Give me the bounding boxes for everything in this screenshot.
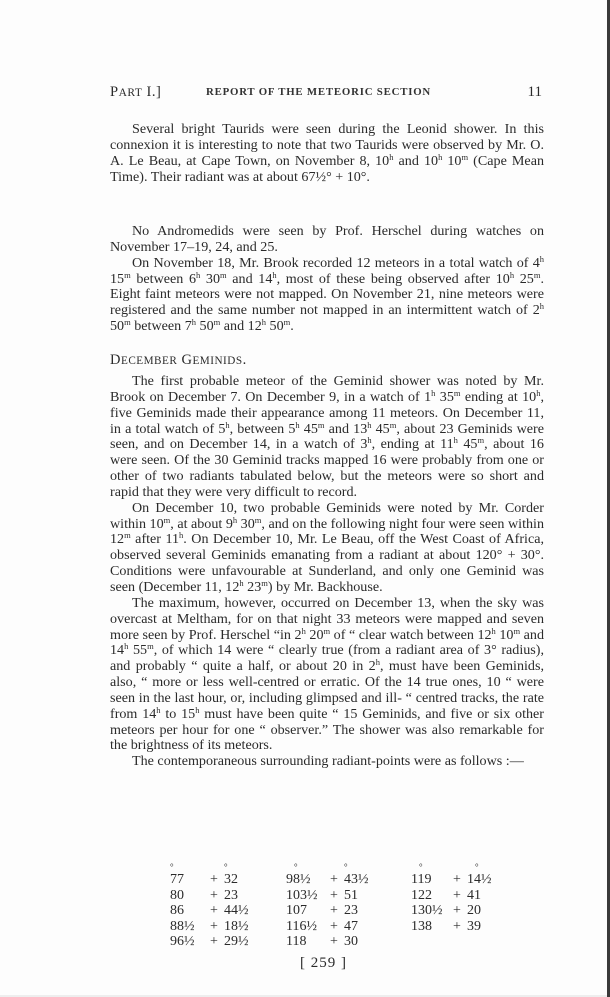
paragraph-andromedids: No Andromedids were seen by Prof. Herschel during watches on November 17–19, 24, and 25. On November 18, Mr. Brook recorded 12 meteors in a total watch of 4$^h$ 15$^m$ between 6$^h$ 30$^m$ and 14$^h$, most of these being observed after 10$^h$ 25$^m$. Eight faint meteors were not mapped. On November 21, nine meteors were registered and the same number not mapped in an intermittent watch of 2$^h$ 50$^m$ between 7$^h$ 50$^m$ and 12$^h$ 50$^m$.	[110, 223, 544, 335]
table-row	[286, 862, 369, 888]
degree-mark: °	[224, 862, 228, 872]
plus-sign: +	[453, 903, 461, 918]
plus-sign: +	[453, 918, 461, 934]
paragraph-contemporaneous: The contemporaneous surrounding radiant-points were as follows :—	[132, 753, 524, 770]
table-row	[286, 919, 369, 935]
plus-sign: +	[330, 872, 338, 887]
radiant-table-column-2	[286, 862, 369, 950]
table-row	[170, 862, 249, 888]
dec-value: 30	[344, 934, 358, 949]
dec-value: 41	[467, 887, 481, 903]
table-row	[170, 888, 249, 904]
radiant-table-column-3	[411, 862, 492, 934]
dec-value: 23	[344, 903, 358, 918]
table-row	[170, 903, 249, 919]
dec-value: 32	[224, 872, 238, 887]
ra-value: 122	[411, 887, 432, 903]
section-heading-december-geminids: DECEMBER GEMINIDS.	[110, 352, 247, 368]
table-row	[286, 934, 369, 950]
degree-mark: °	[419, 862, 423, 872]
table-row	[411, 919, 492, 935]
plus-sign: +	[210, 918, 218, 934]
running-header	[110, 84, 542, 104]
dec-value: 51	[344, 887, 358, 903]
running-title: REPORT OF THE METEORIC SECTION	[206, 86, 432, 98]
dec-value: 23	[224, 887, 238, 903]
ra-value: 88½	[170, 918, 195, 934]
ra-value: 130½	[411, 903, 443, 918]
radiant-table-column-1	[170, 862, 249, 950]
plus-sign: +	[210, 903, 218, 918]
paragraph-geminid-first: The first probable meteor of the Geminid shower was noted by Mr. Brook on December 7. On December 9, in a watch of 1$^h$ 35$^m$ ending at 10$^h$, five Geminids made their appearance among 11 meteors. On December 11, in a total watch of 5$^h$, between 5$^h$ 45$^m$ and 13$^h$ 45$^m$, about 23 Geminids were seen, and on December 14, in a watch of 3$^h$, ending at 11$^h$ 45$^m$, about 16 were seen. Of the 30 Geminid tracks mapped 16 were probably from one or other of two radiants tabulated below, but the meteors were so short and rapid that they were very difficult to record. On December 10, two probable Geminids were noted by Mr. Corder within 10$^m$, at about 9$^h$ 30$^m$, and on the following night four were seen within 12$^m$ after 11$^h$. On December 10, Mr. Le Beau, off the West Coast of Africa, observed several Geminids emanating from a radiant at about 120° + 30°. Conditions were unfavourable at Sunderland, and only one Geminid was seen (December 11, 12$^h$ 23$^m$) by Mr. Backhouse. The maximum, however, occurred on December 13, when the sky was overcast at Meltham, for on that night 33 meteors were mapped and seven more seen by Prof. Herschel “in 2$^h$ 20$^m$ of “ clear watch between 12$^h$ 10$^m$ and 14$^h$ 55$^m$, of which 14 were “ clearly true (from a radiant area of 3° radius), and probably “ quite a half, or about 20 in 2$^h$, must have been Geminids, also, “ more or less well-centred or erratic. Of the 14 true ones, 10 “ were seen in the last hour, or, including glimpsed and ill- “ centred tracks, the rate from 14$^h$ to 15$^h$ must have been quite “ 15 Geminids, and five or six other meteors per hour for one “ observer.” The shower was also remarkable for the brightness of its meteors. The contemporaneous surrounding radiant-points were as follows :—	[110, 373, 545, 770]
folio-page-number: [ 259 ]	[300, 955, 347, 971]
table-row	[286, 888, 369, 904]
dec-value: 14½	[467, 872, 492, 887]
part-label: PART I.]	[110, 84, 162, 100]
plus-sign: +	[210, 934, 218, 949]
dec-value: 18½	[224, 918, 249, 934]
table-row	[286, 903, 369, 919]
ra-value: 138	[411, 918, 432, 934]
degree-mark: °	[475, 862, 479, 872]
page-number: 11	[527, 84, 542, 100]
dec-value: 39	[467, 918, 481, 934]
ra-value: 96½	[170, 934, 195, 949]
table-row	[170, 934, 249, 950]
plus-sign: +	[330, 903, 338, 918]
degree-mark: °	[344, 862, 348, 872]
table-row	[411, 903, 492, 919]
plus-sign: +	[330, 918, 338, 934]
plus-sign: +	[453, 887, 461, 903]
paragraph-taurids: Several bright Taurids were seen during the Leonid shower. In this connexion it is interesting to note that two Taurids were observed by Mr. O. A. Le Beau, at Cape Town, on November 8, 10$^h$ and 10$^h$ 10$^m$ (Cape Mean Time). Their radiant was at about 67½° + 10°.	[110, 121, 544, 185]
ra-value: 77	[170, 872, 184, 887]
plus-sign: +	[330, 934, 338, 949]
ra-value: 80	[170, 887, 184, 903]
ra-value: 103½	[286, 887, 318, 903]
ra-value: 116½	[286, 918, 317, 934]
table-row	[170, 919, 249, 935]
ra-value: 118	[286, 934, 307, 949]
dec-value: 29½	[224, 934, 249, 949]
dec-value: 47	[344, 918, 358, 934]
dec-value: 43½	[344, 872, 369, 887]
degree-mark: °	[170, 862, 174, 872]
dec-value: 44½	[224, 903, 249, 918]
table-row	[411, 862, 492, 888]
table-row	[411, 888, 492, 904]
ra-value: 86	[170, 903, 184, 918]
dec-value: 20	[467, 903, 481, 918]
plus-sign: +	[330, 887, 338, 903]
plus-sign: +	[210, 872, 218, 887]
ra-value: 98½	[286, 872, 311, 887]
degree-mark: °	[294, 862, 298, 872]
ra-value: 107	[286, 903, 307, 918]
ra-value: 119	[411, 872, 432, 887]
plus-sign: +	[453, 872, 461, 887]
plus-sign: +	[210, 887, 218, 903]
